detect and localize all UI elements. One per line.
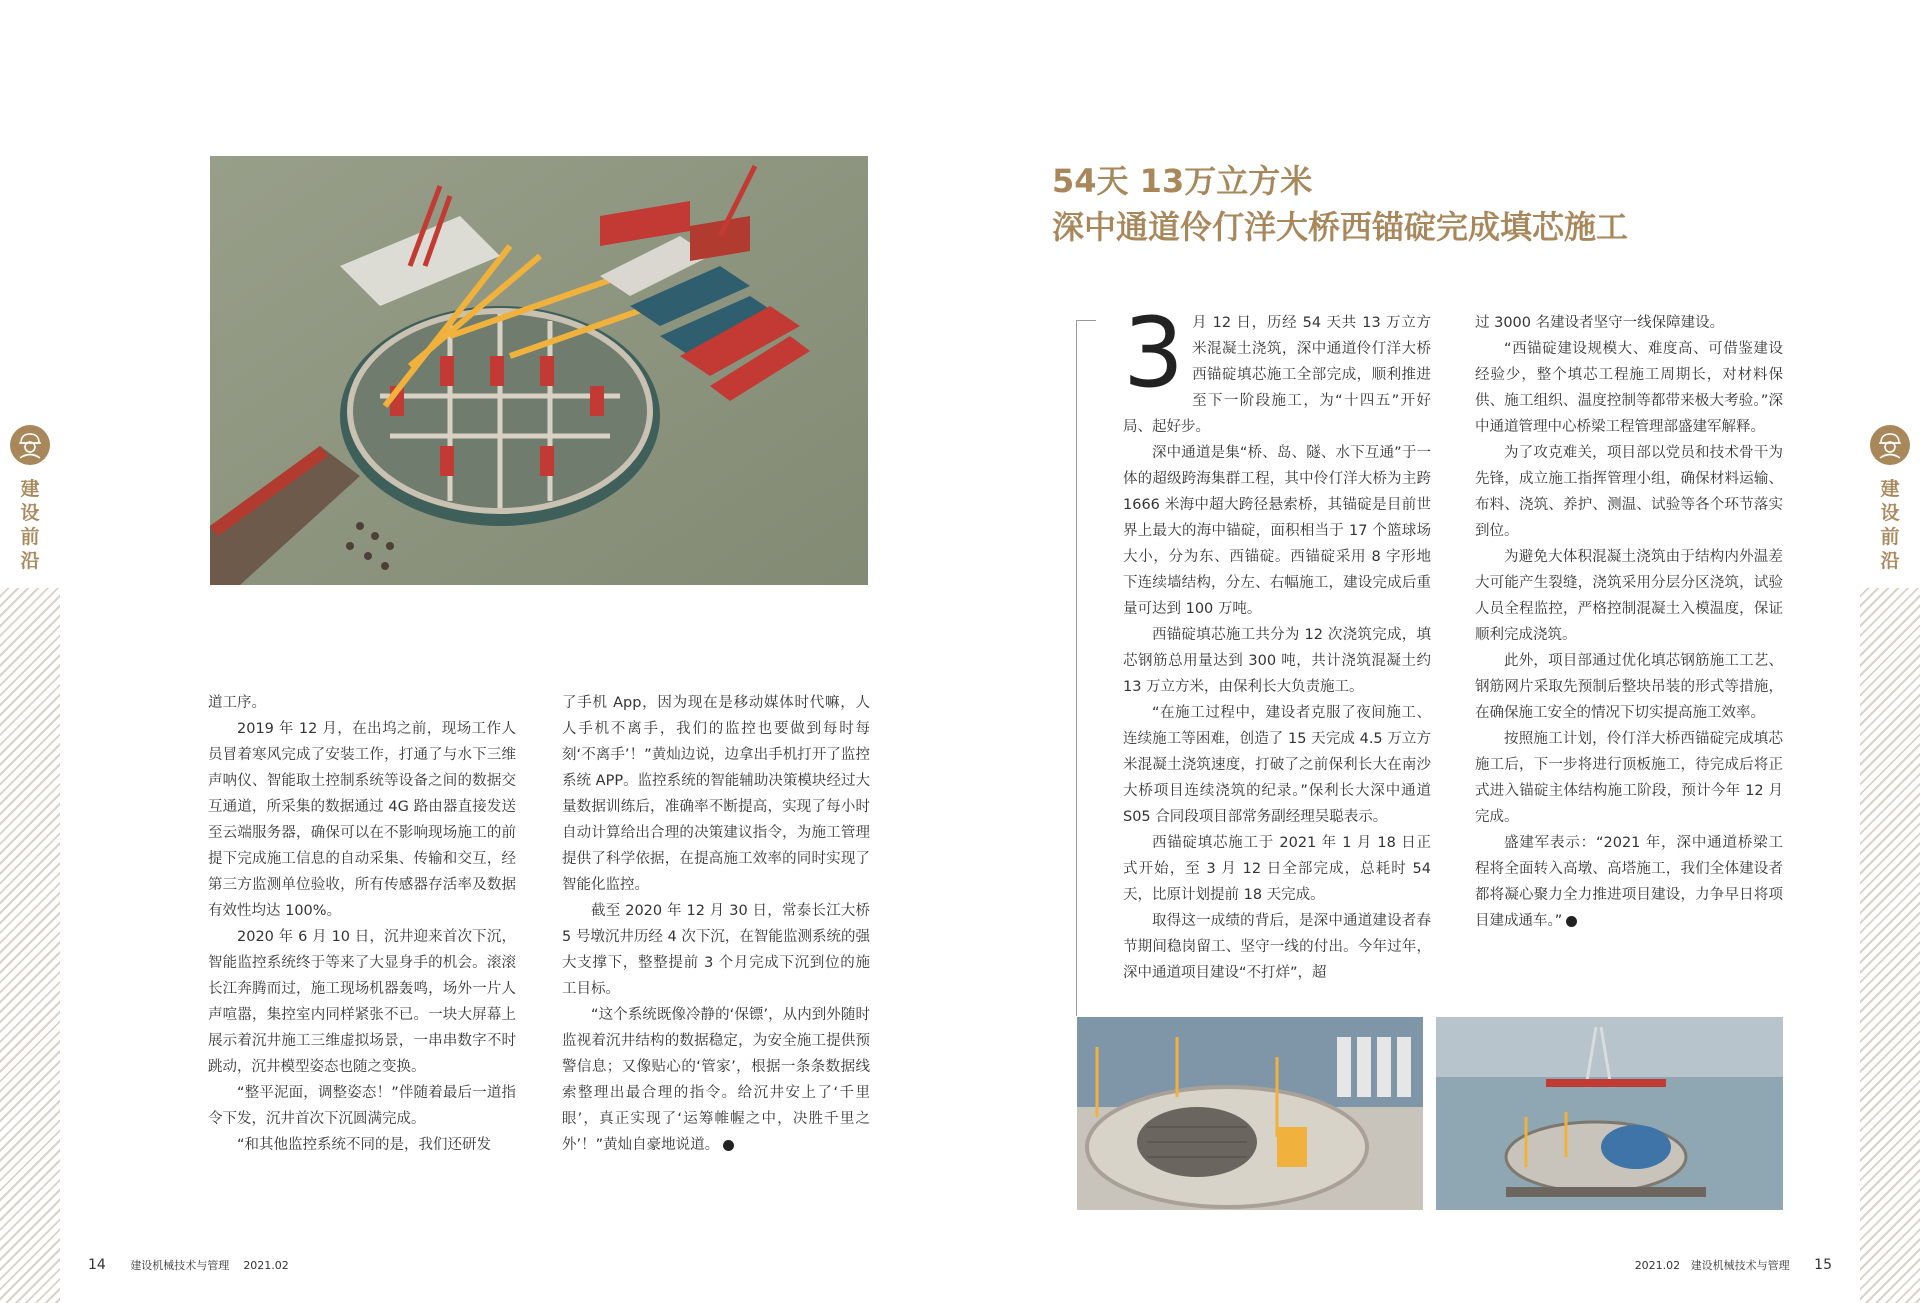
right-text-column-2 [1475, 310, 1783, 934]
right-section-label: 建设前沿 [1880, 478, 1900, 572]
bracket-vertical-line [1076, 320, 1077, 1016]
left-section-label: 建设前沿 [20, 478, 40, 572]
end-mark-icon [723, 1140, 734, 1151]
paragraph: “在施工过程中，建设者克服了夜间施工、连续施工等困难，创造了 15 天完成 4.5 万立方米混凝土浇筑速度，打破了之前保利长大在南沙大桥项目连续浇筑的纪录。”保利长大深中通道 S05 合同段项目部常务副经理吴聪表示。 [1123, 705, 1431, 825]
left-text-column-1 [208, 690, 516, 1158]
article-title [1052, 158, 1628, 250]
magazine-name: 建设机械技术与管理 [130, 1259, 230, 1272]
page-number: 14 [88, 1257, 106, 1273]
magazine-name: 建设机械技术与管理 [1690, 1259, 1790, 1272]
title-line-1: 54天 13万立方米 [1052, 162, 1313, 200]
paragraph: 2020 年 6 月 10 日，沉井迎来首次下沉，智能监控系统终于等来了大显身手的机会。滚滚长江奔腾而过，施工现场机器轰鸣，场外一片人声喧嚣，集控室内同样紧张不已。一块大屏幕上展示着沉井施工三维虚拟场景，一串串数字不时跳动，沉井模型姿态也随之变换。 [208, 929, 516, 1075]
worker-avatar-icon [1870, 425, 1910, 465]
left-footer [88, 1257, 289, 1273]
right-decorative-stripe [1860, 588, 1920, 1303]
issue-number: 2021.02 [243, 1259, 289, 1272]
caisson-aerial-photo [210, 156, 868, 585]
paragraph: 取得这一成绩的背后，是深中通道建设者春节期间稳岗留工、坚守一线的付出。今年过年，深中通道项目建设“不打烊”，超 [1123, 913, 1431, 981]
paragraph: 2019 年 12 月，在出坞之前，现场工作人员冒着寒风完成了安装工作，打通了与水下三维声呐仪、智能取土控制系统等设备之间的数据交互通道，所采集的数据通过 4G 路由器直接发送至云端服务器，确保可以在不影响现场施工的前提下完成施工信息的自动采集、传输和交互，经第三方监测单位验收，所有传感器存活率及数据有效性均达 100%。 [208, 721, 516, 919]
paragraph: 西锚碇填芯施工共分为 12 次浇筑完成，填芯钢筋总用量达到 300 吨，共计浇筑混凝土约 13 万立方米，由保利长大负责施工。 [1123, 627, 1431, 695]
right-section-tab [1860, 425, 1920, 573]
paragraph: 为避免大体积混凝土浇筑由于结构内外温差大可能产生裂缝，浇筑采用分层分区浇筑，试验人员全程监控，严格控制混凝土入模温度，保证顺利完成浇筑。 [1475, 549, 1783, 643]
right-footer [1635, 1257, 1832, 1273]
anchorage-aerial-photo [1436, 1017, 1783, 1210]
paragraph: “整平泥面，调整姿态！”伴随着最后一道指令下发，沉井首次下沉圆满完成。 [208, 1085, 516, 1127]
paragraph: “和其他监控系统不同的是，我们还研发 [237, 1137, 492, 1153]
paragraph: “西锚碇建设规模大、难度高、可借鉴建设经验少，整个填芯工程施工周期长，对材料保供、施工组织、温度控制等都带来极大考验。”深中通道管理中心桥梁工程管理部盛建军解释。 [1475, 341, 1783, 435]
paragraph: 截至 2020 年 12 月 30 日，常泰长江大桥 5 号墩沉井历经 4 次下沉，在智能监测系统的强大支撑下，整整提前 3 个月完成下沉到位的施工目标。 [562, 903, 870, 997]
right-text-column-1: 3 月 12 日，历经 54 天共 13 万立方米混凝土浇筑，深中通道伶仃洋大桥西锚碇填芯施工全部完成，顺利推进至下一阶段施工，为“十四五”开好局、起好步。 深中通道是集“桥、岛、隧、水下互通”于一体的超级跨海集群工程，其中伶仃洋大桥为主跨 1666 米海中超大跨径悬索桥，其锚碇是目前世界上最大的海中锚碇，面积相当于 17 个篮球场大小，分为东、西锚碇。西锚碇采用 8 字形地下连续墙结构，分左、右幅施工，建设完成后重量可达到 100 万吨。 西锚碇填芯施工共分为 12 次浇筑完成，填芯钢筋总用量达到 300 吨，共计浇筑混凝土约 13 万立方米，由保利长大负责施工。 “在施工过程中，建设者克服了夜间施工、连续施工等困难，创造了 15 天完成 4.5 万立方米混凝土浇筑速度，打破了之前保利长大在南沙大桥项目连续浇筑的纪录。”保利长大深中通道 S05 合同段项目部常务副经理吴聪表示。 西锚碇填芯施工于 2021 年 1 月 18 日正式开始，至 3 月 12 日全部完成，总耗时 54 天，比原计划提前 18 天完成。 取得这一成绩的背后，是深中通道建设者春节期间稳岗留工、坚守一线的付出。今年过年，深中通道项目建设“不打烊”，超 [1123, 310, 1431, 986]
paragraph: 了手机 App，因为现在是移动媒体时代嘛，人人手机不离手，我们的监控也要做到每时每刻‘不离手’！”黄灿边说，边拿出手机打开了监控系统 APP。监控系统的智能辅助决策模块经过大量数据训练后，准确率不断提高，实现了每小时自动计算给出合理的决策建议指令，为施工管理提供了科学依据，在提高施工效率的同时实现了智能化监控。 [562, 695, 870, 893]
left-text-column-2 [562, 690, 870, 1158]
title-line-2: 深中通道伶仃洋大桥西锚碇完成填芯施工 [1052, 208, 1629, 246]
drop-cap: 3 [1123, 297, 1185, 409]
paragraph: 西锚碇填芯施工于 2021 年 1 月 18 日正式开始，至 3 月 12 日全部完成，总耗时 54 天，比原计划提前 18 天完成。 [1123, 835, 1431, 903]
paragraph: 按照施工计划，伶仃洋大桥西锚碇完成填芯施工后，下一步将进行顶板施工，待完成后将正式进入锚碇主体结构施工阶段，预计今年 12 月完成。 [1475, 731, 1783, 825]
anchorage-construction-photo [1077, 1017, 1423, 1210]
worker-helmet-icon [10, 425, 50, 465]
issue-number: 2021.02 [1634, 1259, 1681, 1272]
left-section-tab [0, 425, 60, 573]
paragraph: 道工序。 [208, 695, 266, 711]
bracket-top-line [1076, 320, 1096, 321]
page-number: 15 [1814, 1257, 1832, 1273]
paragraph: “这个系统既像冷静的‘保镖’，从内到外随时监视着沉井结构的数据稳定，为安全施工提供预警信息；又像贴心的‘管家’，根据一条条数据线索整理出最合理的指令。给沉井安上了‘千里眼’，真正实现了‘运筹帷幄之中，决胜千里之外’！”黄灿自豪地说道。 [562, 1007, 870, 1153]
paragraph: 为了攻克难关，项目部以党员和技术骨干为先锋，成立施工指挥管理小组，确保材料运输、布料、浇筑、养护、测温、试验等各个环节落实到位。 [1475, 445, 1783, 539]
paragraph: 此外，项目部通过优化填芯钢筋施工工艺、钢筋网片采取先预制后整块吊装的形式等措施，在确保施工安全的情况下切实提高施工效率。 [1475, 653, 1783, 721]
paragraph: 盛建军表示：“2021 年，深中通道桥梁工程将全面转入高墩、高塔施工，我们全体建设者都将凝心聚力全力推进项目建设，力争早日将项目建成通车。” [1475, 835, 1783, 929]
worker-helmet-icon [1870, 425, 1910, 465]
paragraph: 深中通道是集“桥、岛、隧、水下互通”于一体的超级跨海集群工程，其中伶仃洋大桥为主跨 1666 米海中超大跨径悬索桥，其锚碇是目前世界上最大的海中锚碇，面积相当于 17 个篮球场大小，分为东、西锚碇。西锚碇采用 8 字形地下连续墙结构，分左、右幅施工，建设完成后重量可达到 100 万吨。 [1123, 445, 1431, 617]
worker-avatar-icon [10, 425, 50, 465]
paragraph: 过 3000 名建设者坚守一线保障建设。 [1475, 315, 1725, 331]
left-decorative-stripe [0, 588, 60, 1303]
end-mark-icon [1566, 916, 1577, 927]
